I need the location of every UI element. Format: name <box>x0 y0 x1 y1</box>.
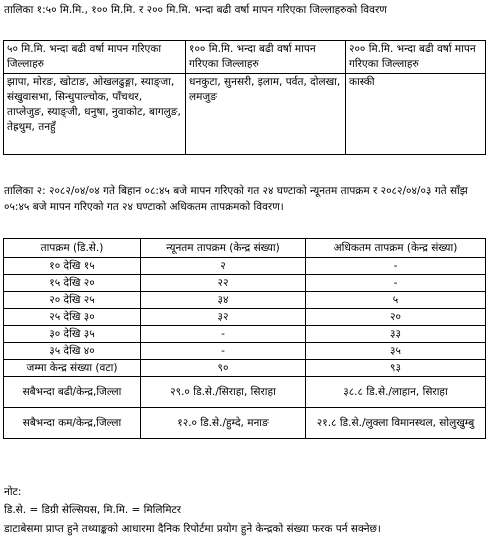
max-count-cell: २० <box>306 309 486 326</box>
district-list-100mm: धनकुटा, सुनसरी, इलाम, पर्वत, दोलखा, लमजुङ <box>186 74 346 155</box>
table1-caption: तालिका १:५० मि.मि., १०० मि.मि. र २०० मि.मि. भन्दा बढी वर्षा मापन गरिएका जिल्लाहरुको विवरण <box>4 4 387 16</box>
header-cell: न्यूनतम तापक्रम (केन्द्र संख्या) <box>141 239 306 258</box>
header-cell: २०० मि.मि. भन्दा बढी वर्षा मापन गरिएका जिल्लाहरु <box>346 41 486 74</box>
lowest-min-cell: १२.० डि.से./हुम्दे, मनाङ <box>141 408 306 439</box>
table-row-highest <box>4 377 486 408</box>
temperature-table <box>3 238 486 439</box>
table-row <box>4 275 486 292</box>
notes-line-units: डि.से. = डिग्री सेल्सियस, मि.मि. = मिलिमिटर <box>4 504 182 516</box>
district-list-200mm: कास्की <box>346 74 486 155</box>
range-cell: १५ देखि २० <box>4 275 141 292</box>
range-cell: ३५ देखि ४० <box>4 343 141 360</box>
table-row <box>4 74 486 155</box>
lowest-label-cell: सबैभन्दा कम/केन्द्र,जिल्ला <box>4 408 141 439</box>
range-cell: २५ देखि ३० <box>4 309 141 326</box>
notes-line-disclaimer: डाटाबेसमा प्राप्त हुने तथ्याङ्कको आधारमा दैनिक रिपोर्टमा प्रयोग हुने केन्द्रको संख्या फरक पर्न सक्नेछ। <box>4 523 381 535</box>
min-count-cell: ३४ <box>141 292 306 309</box>
table-row-lowest <box>4 408 486 439</box>
max-count-cell: - <box>306 275 486 292</box>
highest-min-cell: २९.० डि.से./सिराहा, सिराहा <box>141 377 306 408</box>
header-cell: तापक्रम (डि.से.) <box>4 239 141 258</box>
min-count-cell: २ <box>141 258 306 275</box>
rainfall-districts-table <box>3 40 486 155</box>
total-label-cell: जम्मा केन्द्र संख्या (वटा) <box>4 360 141 377</box>
max-count-cell: ३५ <box>306 343 486 360</box>
highest-label-cell: सबैभन्दा बढी/केन्द्र,जिल्ला <box>4 377 141 408</box>
range-cell: २० देखि २५ <box>4 292 141 309</box>
max-count-cell: ५ <box>306 292 486 309</box>
notes-heading: नोट: <box>4 486 22 498</box>
table2-caption: तालिका २: २०८२/०४/०४ गते बिहान ०८:४५ बजे मापन गरिएको गत २४ घण्टाको न्यूनतम तापक्रम र २०८२/०४/०३ गते साँझ ०५:४५ बजे मापन गरिएको गत २४ घण्टाको अधिकतम तापक्रमको विवरण। <box>4 185 468 213</box>
district-list-50mm: झापा, मोरङ, खोटाङ, ओखलढुङ्गा, स्याङ्जा, संखुवासभा, सिन्धुपाल्चोक, पाँचथर, ताप्लेजुङ, स्याङ्जी, धनुषा, नुवाकोट, बागलुङ, तेह्रथुम, तनहुँ <box>4 74 186 155</box>
highest-max-cell: ३८.८ डि.से./लाहान, सिराहा <box>306 377 486 408</box>
table-row <box>4 326 486 343</box>
table-row <box>4 309 486 326</box>
max-count-cell: ३३ <box>306 326 486 343</box>
header-cell: अधिकतम तापक्रम (केन्द्र संख्या) <box>306 239 486 258</box>
lowest-max-cell: २१.८ डि.से./लुक्ला विमानस्थल, सोलुखुम्बु <box>306 408 486 439</box>
max-total-cell: ९३ <box>306 360 486 377</box>
table-row <box>4 258 486 275</box>
range-cell: १० देखि १५ <box>4 258 141 275</box>
min-count-cell: - <box>141 343 306 360</box>
min-count-cell: २२ <box>141 275 306 292</box>
min-total-cell: ९० <box>141 360 306 377</box>
table-row <box>4 292 486 309</box>
table-row <box>4 343 486 360</box>
min-count-cell: ३२ <box>141 309 306 326</box>
table-header-row <box>4 41 486 74</box>
header-cell: ५० मि.मि. भन्दा बढी वर्षा मापन गरिएका जिल्लाहरु <box>4 41 186 74</box>
range-cell: ३० देखि ३५ <box>4 326 141 343</box>
table-row-total <box>4 360 486 377</box>
max-count-cell: - <box>306 258 486 275</box>
table-header-row <box>4 239 486 258</box>
min-count-cell: - <box>141 326 306 343</box>
header-cell: १०० मि.मि. भन्दा बढी वर्षा मापन गरिएका जिल्लाहरु <box>186 41 346 74</box>
